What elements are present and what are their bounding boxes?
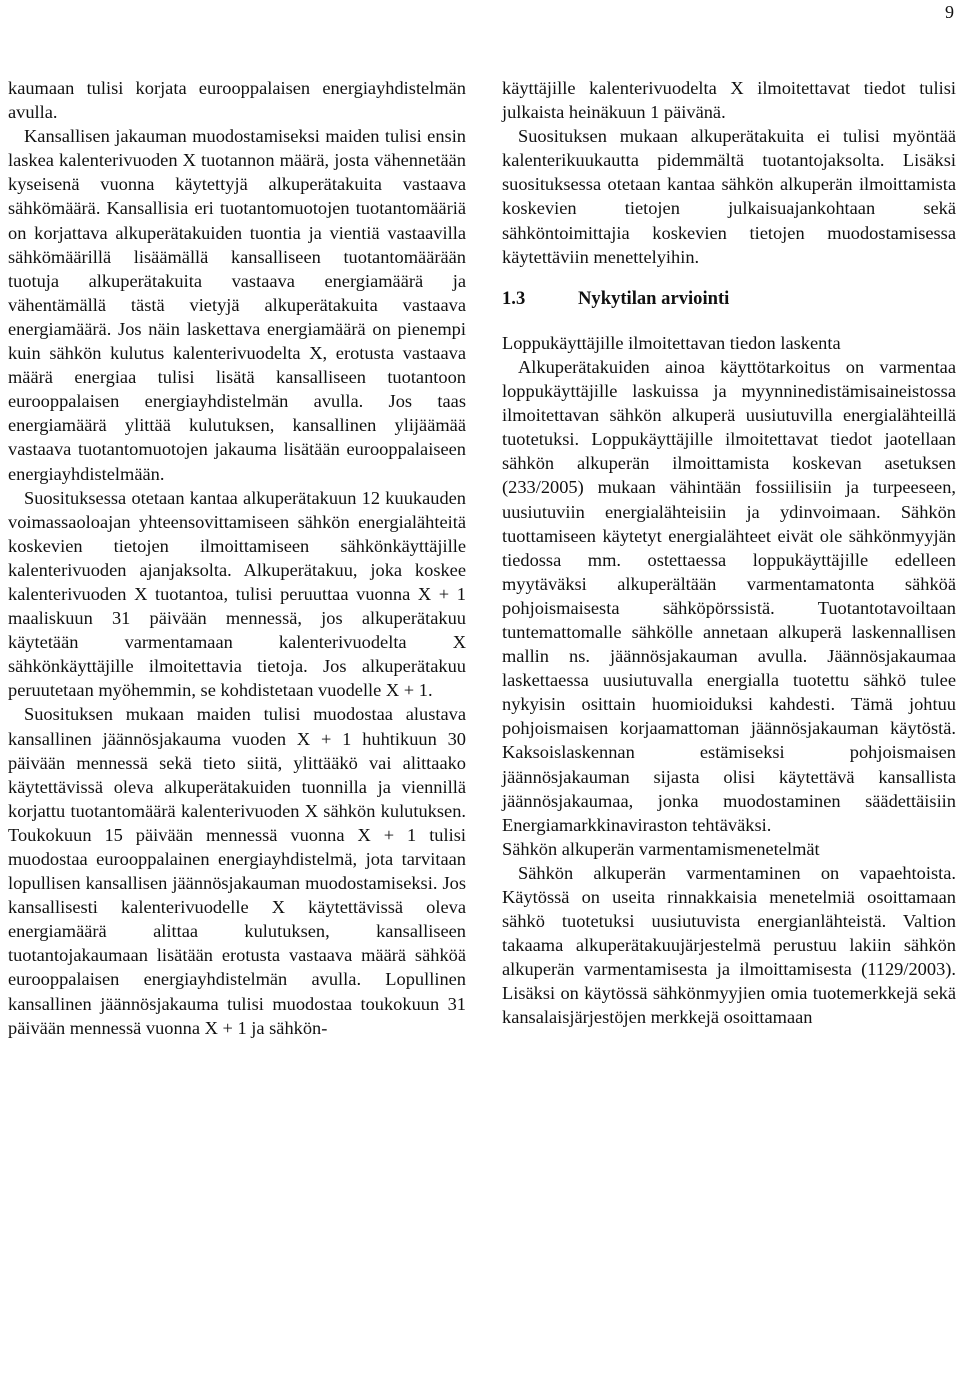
paragraph: käyttäjille kalenterivuodelta X ilmoitettavat tiedot tulisi julkaista heinäkuun 1 päivänä.	[502, 78, 956, 123]
subheading: Sähkön alkuperän varmentamismenetelmät	[502, 838, 820, 859]
page-number: 9	[945, 2, 954, 22]
section-number: 1.3	[502, 287, 526, 309]
paragraph: Suosituksen mukaan maiden tulisi muodostaa alustava kansallinen jäännösjakauma vuoden X + 1 huhtikuun 30 päivään mennessä sekä tieto siitä, ylittääkö vai alittaako käytettävissä oleva alkuperätakuiden tuonnilla ja viennillä korjattu tuotantomäärä kalenterivuoden X sähkön kulutuksen. Toukokuun 15 päivään mennessä vuonna X + 1 tulisi muodostaa eurooppalainen energiayhdistelmä, jota tarvitaan lopullisen kansallisen jäännösjakauman muodostamiseksi. Jos kansallisesti kalenterivuodelle X käytettävissä oleva energiamäärä alittaa kulutuksen, kansalliseen tuotantojakaumaan lisätään erotusta vastaava määrä sähköä eurooppalaisen energiayhdistelmän avulla. Lopullinen kansallinen jäännösjakauma tulisi muodostaa toukokuun 31 päivään mennessä vuonna X + 1 ja sähkön-	[8, 704, 466, 1038]
section-heading	[502, 287, 956, 311]
paragraph: Sähkön alkuperän varmentaminen on vapaehtoista. Käytössä on useita rinnakkaisia menetelmiä osoittamaan sähkö tuotetuksi uusiutuvista energianlähteistä. Valtion takaama alkuperätakuujärjestelmä perustuu lakiin sähkön alkuperän varmentamisesta ja ilmoittamisesta (1129/2003). Lisäksi on käytössä sähkönmyyjien omia tuotemerkkejä sekä kansalaisjärjestöjen merkkejä osoittamaan	[502, 862, 956, 1028]
left-column	[8, 76, 466, 1040]
paragraph: kaumaan tulisi korjata eurooppalaisen energiayhdistelmän avulla.	[8, 78, 466, 123]
paragraph: Suosituksen mukaan alkuperätakuita ei tulisi myöntää kalenterikuukautta pidemmältä tuotantojaksolta. Lisäksi suosituksessa otetaan kantaa sähkön alkuperän ilmoittamista koskevien tietojen julkaisuajankohtaan sekä sähköntoimittajia koskevien tietojen muodostamisessa käytettäviin menettelyihin.	[502, 126, 956, 267]
subheading: Loppukäyttäjille ilmoitettavan tiedon laskenta	[502, 332, 841, 353]
section-title: Nykytilan arviointi	[578, 287, 730, 309]
right-column	[502, 76, 956, 1030]
paragraph: Alkuperätakuiden ainoa käyttötarkoitus on varmentaa loppukäyttäjille laskuissa ja myynninedistämisaineistossa ilmoitettavan sähkön alkuperä uusiutuvilla energialähteillä tuotetuksi. Loppukäyttäjille ilmoitettavat tiedot jaotellaan sähkön alkuperän ilmoittamista koskevan asetuksen (233/2005) mukaan vähintään fossiilisiin ja turpeeseen, uusiutuviin energialähteisiin ja ydinvoimaan. Sähkön tuottamiseen käytetyt energialähteet eivät ole sähkönmyyjän tiedossa mm. ostettaessa loppukäyttäjille edelleen myytäväksi alkuperältään varmentamatonta sähköä pohjoismaisesta sähköpörssistä. Tuotantotavoiltaan tuntemattomalle sähkölle annetaan alkuperä laskennallisen mallin ns. jäännösjakauman avulla. Jäännösjakaumaa laskettaessa uusiutuvalla energialla tuotettu sähkö tulee nykyisin osittain huomioiduksi kahdesti. Tämä johtuu pohjoismaisen korjaamattoman jäännösjakauman käytöstä. Kaksoislaskennan estämiseksi pohjoismaisen jäännösjakauman sijasta olisi käytettävä kansallista jäännösjakaumaa, jonka muodostaminen säädettäisiin Energiamarkkinaviraston tehtäväksi.	[502, 356, 956, 835]
paragraph: Suosituksessa otetaan kantaa alkuperätakuun 12 kuukauden voimassaoloajan yhteensovittamiseen sähkön energialähteitä koskevien tietojen ilmoittamiseen sähkönkäyttäjille kalenterivuoden ajanjaksolta. Alkuperätakuu, joka koskee kalenterivuoden X tuotantoa, tulisi peruuttaa vuonna X + 1 maaliskuun 31 päivään mennessä, jos alkuperätakuu käytetään varmentamaan kalenterivuodelta X sähkönkäyttäjille ilmoitettavia tietoja. Jos alkuperätakuu peruutetaan myöhemmin, se kohdistetaan vuodelle X + 1.	[8, 487, 466, 701]
paragraph: Kansallisen jakauman muodostamiseksi maiden tulisi ensin laskea kalenterivuoden X tuotannon määrä, josta vähennetään kyseisenä vuonna käytettyjä alkuperätakuita vastaava sähkömäärä. Kansallisia eri tuotantomuotojen tuotantomääriä on korjattava alkuperätakuiden tuontia ja vientiä vastaavilla sähkömäärillä lisäämällä kansalliseen tuotantomäärään tuotuja alkuperätakuita vastaava energiamäärä ja vähentämällä tästä vietyjä alkuperätakuita vastaava energiamäärä. Jos näin laskettava energiamäärä on pienempi kuin sähkön kulutus kalenterivuodelta X, erotusta vastaava määrä energiaa tulisi lisätä kansalliseen tuotantoon eurooppalaisen energiayhdistelmän avulla. Jos taas energiamäärä ylittää kulutuksen, kansallinen ylijäämää vastaava tuotantomuotojen jakauma lisätään eurooppalaiseen energiayhdistelmään.	[8, 126, 466, 484]
